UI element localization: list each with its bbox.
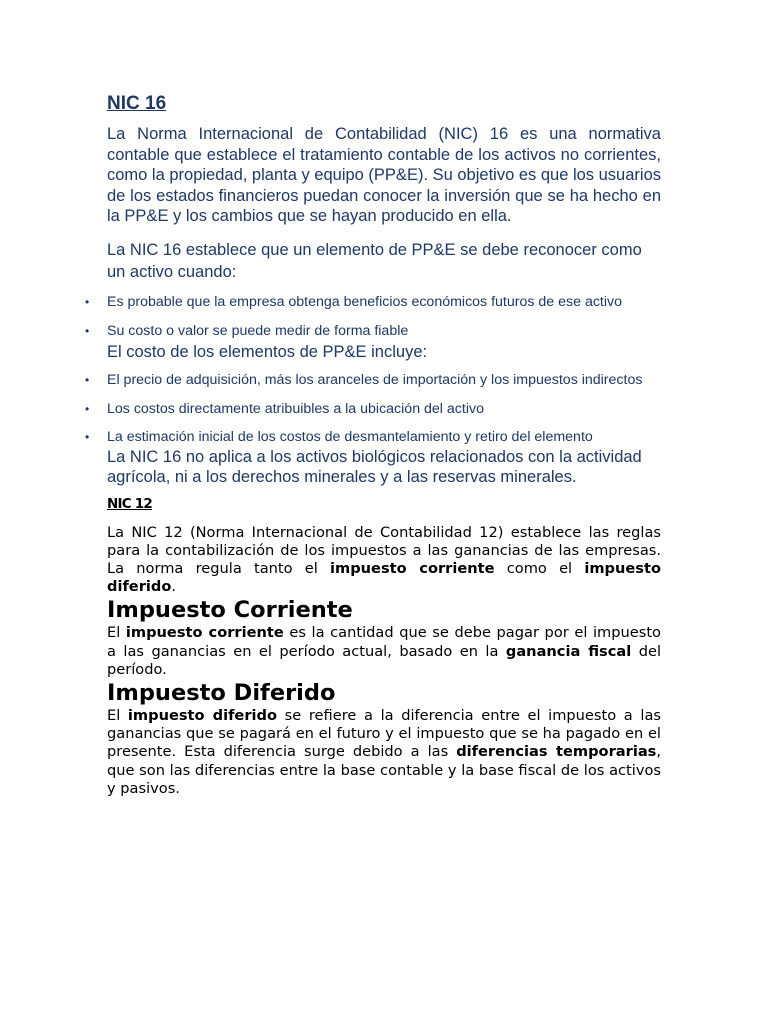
impuesto-diferido-heading: Impuesto Diferido bbox=[107, 679, 336, 706]
cost-list bbox=[85, 369, 661, 447]
text-run: del período. bbox=[107, 642, 661, 678]
text-run: El bbox=[107, 624, 126, 642]
list-item bbox=[85, 320, 661, 342]
bold-term: impuesto corriente bbox=[125, 624, 284, 642]
nic16-closing: La NIC 16 no aplica a los activos biológicos relacionados con la actividad agrícola, ni a los derechos minerales y a las reservas minerales. bbox=[107, 447, 642, 486]
list-item-text: Es probable que la empresa obtenga beneficios económicos futuros de ese activo bbox=[107, 293, 623, 310]
bold-term: impuesto corriente bbox=[330, 559, 495, 577]
bold-term: impuesto diferido bbox=[127, 706, 278, 724]
text-run: como el bbox=[494, 559, 585, 577]
list-item-text: El precio de adquisición, más los aranceles de importación y los impuestos indirectos bbox=[107, 371, 643, 388]
nic12-heading: NIC 12 bbox=[107, 495, 152, 512]
recognition-list bbox=[85, 291, 661, 342]
list-item-text: La estimación inicial de los costos de desmantelamiento y retiro del elemento bbox=[107, 428, 593, 445]
bullet-icon: • bbox=[85, 429, 90, 444]
bold-term: impuesto diferido bbox=[107, 559, 661, 596]
nic16-heading: NIC 16 bbox=[107, 93, 167, 114]
nic12-intro bbox=[107, 524, 661, 597]
list-item-text: Su costo o valor se puede medir de forma fiable bbox=[107, 322, 409, 339]
bullet-icon: • bbox=[85, 294, 90, 309]
bullet-icon: • bbox=[85, 401, 90, 416]
list-item bbox=[85, 291, 661, 313]
impuesto-corriente-body bbox=[107, 624, 661, 679]
bold-term: ganancia fiscal bbox=[505, 642, 632, 660]
nic16-recognition-lead: La NIC 16 establece que un elemento de PP&E se debe reconocer como un activo cuando: bbox=[107, 240, 642, 281]
impuesto-corriente-heading: Impuesto Corriente bbox=[107, 597, 353, 624]
nic16-intro: La Norma Internacional de Contabilidad (NIC) 16 es una normativa contable que establece el tratamiento contable de los activos no corrientes, como la propiedad, planta y equipo (PP&E). Su objetivo es que los usuarios de los estados financieros puedan conocer la inversión que se ha hecho en la PP&E y los cambios que se hayan producido en ella. bbox=[107, 125, 661, 225]
list-item-text: Los costos directamente atribuibles a la ubicación del activo bbox=[107, 400, 484, 417]
bold-term: diferencias temporarias bbox=[456, 743, 657, 761]
bullet-icon: • bbox=[85, 323, 90, 338]
list-item bbox=[85, 398, 661, 420]
text-run: La NIC 12 (Norma Internacional de Contabilidad 12) establece las reglas para la contabilización de los impuestos a las ganancias de las empresas. La norma regula tanto el bbox=[107, 523, 661, 577]
bullet-icon: • bbox=[85, 372, 90, 387]
text-run: . bbox=[171, 578, 177, 596]
impuesto-diferido-body bbox=[107, 707, 661, 798]
text-run: se refiere a la diferencia entre el impuesto a las ganancias que se pagará en el futuro y el impuesto que se ha pagado en el presente. Esta diferencia surge debido a las bbox=[107, 706, 661, 761]
text-run: es la cantidad que se debe pagar por el impuesto a las ganancias en el período actual, basado en la bbox=[107, 624, 661, 660]
document-page bbox=[85, 92, 662, 798]
text-run: El bbox=[107, 706, 128, 724]
list-item bbox=[85, 427, 661, 447]
nic16-cost-lead: El costo de los elementos de PP&E incluye: bbox=[107, 342, 428, 361]
text-run: , que son las diferencias entre la base contable y la base fiscal de los activos y pasivos. bbox=[107, 743, 662, 797]
list-item bbox=[85, 369, 661, 391]
